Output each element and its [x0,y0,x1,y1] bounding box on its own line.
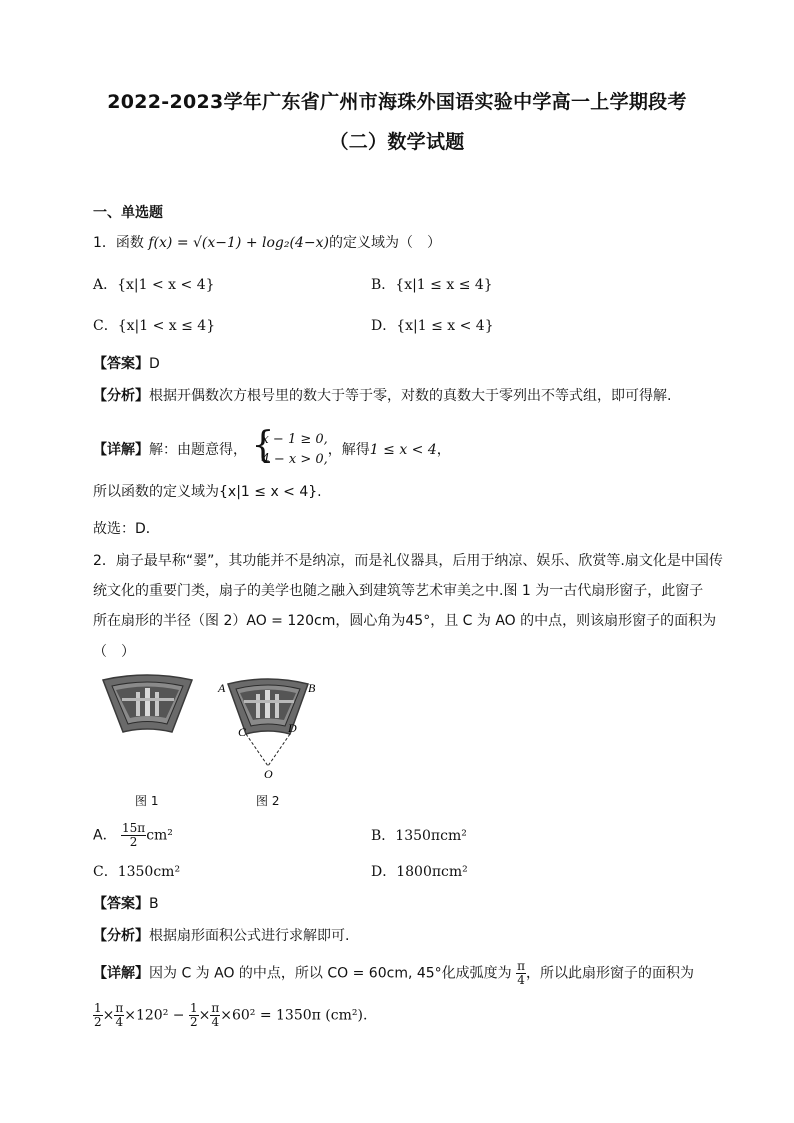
q2-answer [93,894,159,914]
q1-option-d: D．{x|1 ≤ x < 4} [371,318,494,334]
q2-stem-line2: 统文化的重要门类，扇子的美学也随之融入到建筑等艺术审美之中.图 1 为一古代扇形窗子，此窗子 [93,583,704,599]
q2-stem-line1: 2．扇子最早称“翣”，其功能并不是纳凉，而是礼仪器具，后用于纳凉、娱乐、欣赏等.扇文化是中国传 [93,553,723,569]
q2-detail [93,960,694,987]
q2-formula-part-2: ×60² = 1350π (cm²). [220,1007,368,1024]
doc-title-line1: 2022-2023学年广东省广州市海珠外国语实验中学高一上学期段考 [107,91,687,113]
q2-stem-line3: 所在扇形的半径（图 2）AO = 120cm，圆心角为45°，且 C 为 AO 的中点，则该扇形窗子的面积为 [93,613,717,629]
q1-text-a: 函数 [115,235,144,251]
q2-formula-half-1 [93,1002,103,1029]
q2-option-a-denominator: 2 [129,835,138,849]
q2-option-a [93,822,173,849]
q2-option-c: C．1350cm² [93,864,181,880]
q2-answer-value: B [149,896,159,912]
q1-detail-result: 1 ≤ x < 4 [369,442,437,458]
q2-option-b: B．1350πcm² [371,828,467,844]
q1-answer-tag: 【答案】 [93,356,149,372]
q2-formula-part-1: ×120² − [124,1007,185,1024]
q2-formula-half-2-den: 2 [189,1015,198,1029]
q2-option-a-unit: cm² [146,827,173,844]
q1-inequality-system [251,425,328,470]
q1-choose: 故选：D． [93,521,160,537]
figure-1-caption: 图 1 [135,794,159,808]
q1-detail-text-c: ， [436,442,451,458]
q2-formula [93,1002,367,1029]
fig2-label-o: O [264,767,273,781]
q1-answer-value: D [149,356,160,372]
q1-option-b: B．{x|1 ≤ x ≤ 4} [371,277,493,293]
q2-formula-half-2 [189,1002,199,1029]
q2-detail-frac-num: π [517,959,526,973]
q2-option-a-numerator: 15π [122,821,146,835]
section-heading: 一、单选题 [93,205,163,221]
figure-2-fan-diagram [214,674,324,782]
q1-stem [93,233,441,253]
fig2-label-b: B [308,681,316,695]
q2-formula-quarter-pi-1 [114,1002,124,1029]
q1-analysis-tag: 【分析】 [93,388,149,404]
q2-option-d: D．1800πcm² [371,864,468,880]
q2-formula-quarter-pi-2 [210,1002,220,1029]
q2-detail-text-b: ，所以此扇形窗子的面积为 [526,965,695,982]
q1-case-2: 4 − x > 0, [261,452,328,467]
q2-answer-tag: 【答案】 [93,896,149,912]
q2-analysis-text: 根据扇形面积公式进行求解即可. [149,928,350,944]
q1-brace: { [251,425,275,466]
q2-formula-half-1-num: 1 [94,1001,102,1015]
q2-formula-pi-1: π [115,1001,124,1015]
q2-stem-line4: （ ） [93,644,135,660]
q2-formula-four-2: 4 [211,1015,220,1029]
q1-analysis [93,386,671,406]
q2-analysis-tag: 【分析】 [93,928,149,944]
q2-formula-times-2: × [198,1007,211,1024]
q1-case-1: x − 1 ≥ 0, [261,432,328,447]
q2-detail-tag: 【详解】 [93,965,149,982]
q1-conclusion: 所以函数的定义域为{x|1 ≤ x < 4}. [93,484,322,500]
q2-detail-text-a: 因为 C 为 AO 的中点，所以 CO = 60cm, 45°化成弧度为 [149,965,512,982]
q2-detail-frac-den: 4 [517,973,525,987]
figure-1-fan-window [100,674,195,736]
q2-option-a-fraction [121,822,146,849]
figure-2-caption: 图 2 [256,794,280,808]
q1-option-c: C．{x|1 < x ≤ 4} [93,318,216,334]
q2-formula-four-1: 4 [115,1015,124,1029]
doc-title-line2: （二）数学试题 [329,131,465,153]
q2-formula-half-1-den: 2 [94,1015,102,1029]
fig2-label-c: C [238,725,247,739]
q1-option-a: A．{x|1 < x < 4} [93,277,215,293]
q1-analysis-text: 根据开偶数次方根号里的数大于等于零，对数的真数大于零列出不等式组，即可得解. [149,388,672,404]
q2-formula-half-2-num: 1 [189,1001,198,1015]
q1-function: f(x) = √(x−1) + log₂(4−x) [148,235,329,251]
fig2-label-d: D [288,721,297,735]
q1-answer [93,354,160,374]
q1-text-b: 的定义域为（ ） [328,235,441,251]
q2-formula-times-1: × [102,1007,115,1024]
fig2-label-a: A [218,681,226,695]
q2-option-a-prefix: A． [93,827,117,844]
q1-detail [93,425,451,470]
q1-detail-text-b: ，解得 [327,442,370,458]
q2-detail-fraction [516,960,526,987]
q1-detail-text-a: 解：由题意得， [149,442,247,458]
q1-number: 1． [93,235,116,251]
q2-formula-pi-2: π [211,1001,220,1015]
q2-analysis [93,926,349,946]
q1-detail-tag: 【详解】 [93,442,149,458]
